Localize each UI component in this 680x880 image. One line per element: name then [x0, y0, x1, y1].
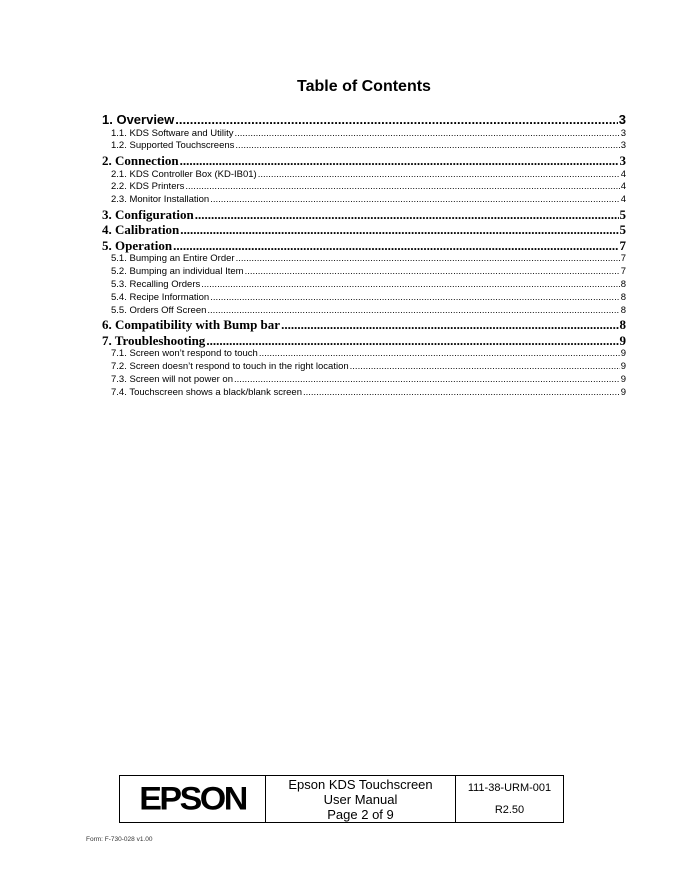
dot-leader	[281, 317, 618, 333]
toc-entry-page: 9	[620, 348, 626, 360]
dot-leader	[185, 181, 619, 194]
toc-entry-page: 7	[619, 237, 626, 253]
toc-subsection-entry[interactable]	[102, 181, 626, 194]
dot-leader	[350, 361, 620, 374]
toc-subsection-entry[interactable]	[102, 140, 626, 153]
toc-entry-label: 2.3. Monitor Installation	[111, 194, 210, 206]
form-id: Form: F-730-028 v1.00	[86, 836, 153, 843]
epson-logo: EPSON	[139, 780, 246, 817]
toc-entry-page: 4	[620, 181, 626, 193]
dot-leader	[180, 222, 618, 238]
toc-entry-label: 1.2. Supported Touchscreens	[111, 140, 235, 152]
dot-leader	[201, 279, 619, 292]
toc-subsection-entry[interactable]	[102, 305, 626, 318]
toc-entry-label: 2. Connection	[102, 153, 179, 169]
toc-subsection-entry[interactable]	[102, 387, 626, 400]
toc-entry-page: 3	[619, 153, 626, 169]
toc-entry-label: 5.3. Recalling Orders	[111, 279, 201, 291]
dot-leader	[207, 305, 619, 318]
toc-entry-page: 8	[619, 317, 626, 333]
footer-document-cell	[266, 776, 456, 822]
table-of-contents	[102, 112, 626, 400]
toc-entry-label: 7.1. Screen won’t respond to touch	[111, 348, 258, 360]
toc-entry-page: 3	[618, 112, 626, 127]
toc-section-entry[interactable]	[102, 333, 626, 349]
revision: R2.50	[494, 804, 525, 816]
toc-subsection-entry[interactable]	[102, 348, 626, 361]
dot-leader	[259, 348, 620, 361]
dot-leader	[206, 333, 618, 349]
toc-entry-label: 5.2. Bumping an individual Item	[111, 266, 244, 278]
toc-entry-page: 8	[620, 279, 626, 291]
dot-leader	[235, 128, 620, 141]
page-info: Page 2 of 9	[327, 806, 394, 822]
toc-entry-label: 2.2. KDS Printers	[111, 181, 185, 193]
dot-leader	[175, 112, 617, 128]
toc-subsection-entry[interactable]	[102, 279, 626, 292]
dot-leader	[303, 387, 620, 400]
dot-leader	[180, 153, 619, 169]
toc-entry-label: 7.4. Touchscreen shows a black/blank screen	[111, 386, 302, 398]
toc-entry-page: 4	[620, 194, 626, 206]
toc-entry-page: 7	[620, 266, 626, 278]
toc-entry-label: 7.3. Screen will not power on	[111, 374, 233, 386]
dot-leader	[245, 266, 620, 279]
footer-logo-cell	[120, 776, 266, 822]
dot-leader	[210, 194, 619, 207]
toc-entry-page: 5	[619, 206, 626, 222]
footer-number-cell	[456, 776, 563, 822]
toc-section-entry[interactable]	[102, 112, 626, 128]
toc-entry-page: 3	[620, 140, 626, 152]
toc-subsection-entry[interactable]	[102, 128, 626, 141]
toc-entry-label: 6. Compatibility with Bump bar	[102, 317, 281, 333]
toc-entry-label: 5.5. Orders Off Screen	[111, 304, 207, 316]
doc-title-line1: Epson KDS Touchscreen	[288, 776, 433, 792]
dot-leader	[173, 238, 618, 254]
toc-subsection-entry[interactable]	[102, 266, 626, 279]
toc-entry-label: 5.4. Recipe Information	[111, 291, 210, 303]
dot-leader	[236, 253, 620, 266]
toc-subsection-entry[interactable]	[102, 194, 626, 207]
dot-leader	[258, 169, 620, 182]
toc-entry-page: 9	[620, 386, 626, 398]
toc-subsection-entry[interactable]	[102, 374, 626, 387]
toc-entry-page: 8	[620, 304, 626, 316]
footer-table	[119, 775, 564, 823]
toc-entry-page: 3	[620, 127, 626, 139]
toc-entry-page: 9	[619, 332, 626, 348]
toc-entry-label: 4. Calibration	[102, 222, 180, 238]
toc-subsection-entry[interactable]	[102, 361, 626, 374]
toc-entry-label: 5.1. Bumping an Entire Order	[111, 253, 235, 265]
toc-entry-label: 5. Operation	[102, 237, 173, 253]
toc-entry-label: 1. Overview	[102, 112, 175, 127]
toc-entry-label: 7.2. Screen doesn’t respond to touch in the right location	[111, 361, 349, 373]
toc-entry-page: 4	[620, 168, 626, 180]
toc-entry-page: 8	[620, 291, 626, 303]
toc-section-entry[interactable]	[102, 317, 626, 333]
toc-entry-page: 7	[620, 253, 626, 265]
toc-entry-label: 7. Troubleshooting	[102, 332, 206, 348]
toc-entry-page: 9	[620, 374, 626, 386]
dot-leader	[210, 292, 619, 305]
dot-leader	[234, 374, 620, 387]
dot-leader	[195, 207, 619, 223]
toc-entry-label: 1.1. KDS Software and Utility	[111, 127, 234, 139]
toc-entry-page: 5	[619, 222, 626, 238]
toc-section-entry[interactable]	[102, 222, 626, 238]
toc-entry-page: 9	[620, 361, 626, 373]
dot-leader	[235, 140, 619, 153]
toc-section-entry[interactable]	[102, 238, 626, 254]
toc-subsection-entry[interactable]	[102, 292, 626, 305]
toc-subsection-entry[interactable]	[102, 253, 626, 266]
toc-section-entry[interactable]	[102, 153, 626, 169]
toc-entry-label: 2.1. KDS Controller Box (KD-IB01)	[111, 168, 257, 180]
doc-title-line2: User Manual	[323, 791, 398, 807]
toc-subsection-entry[interactable]	[102, 169, 626, 182]
doc-number: 111-38-URM-001	[467, 782, 552, 794]
page-title: Table of Contents	[297, 78, 431, 95]
toc-section-entry[interactable]	[102, 207, 626, 223]
toc-entry-label: 3. Configuration	[102, 206, 194, 222]
